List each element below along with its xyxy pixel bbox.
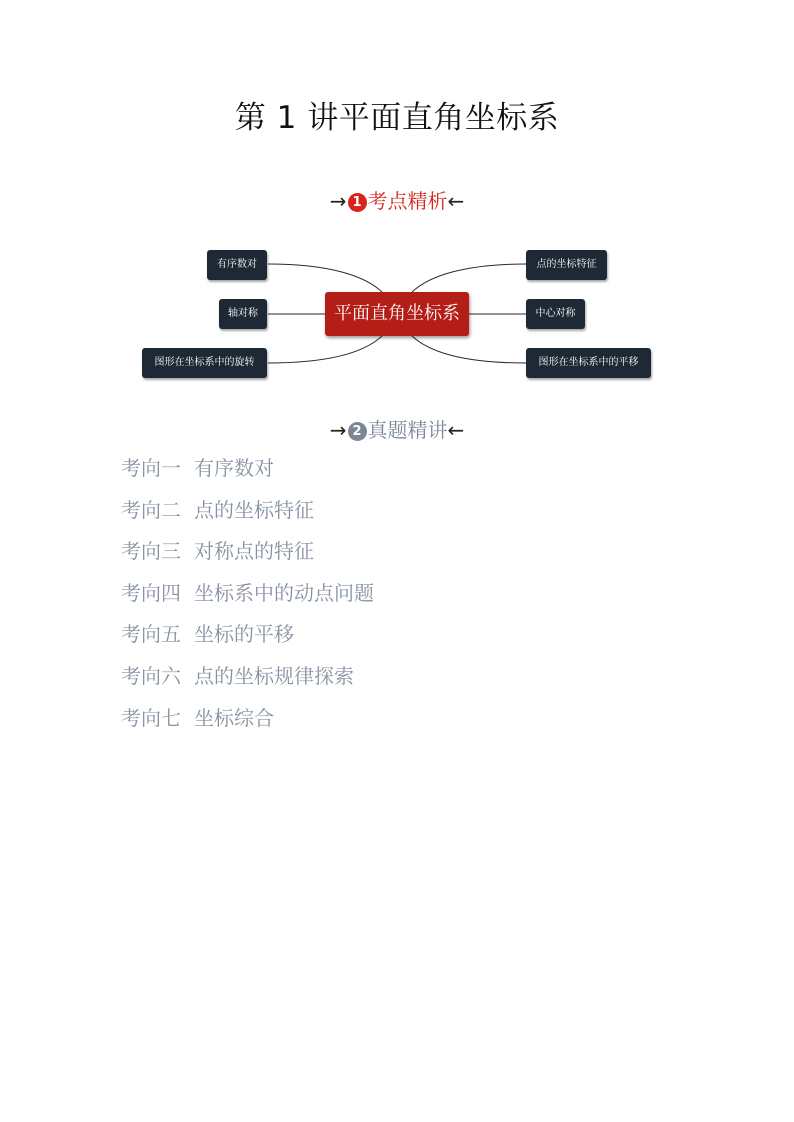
mind-map	[0, 0, 794, 420]
topic-list	[121, 452, 374, 743]
mind-map-node: 中心对称	[526, 299, 585, 329]
right-arrow-icon: →	[329, 418, 347, 442]
topic-text: 坐标系中的动点问题	[194, 580, 374, 605]
topic-item[interactable]	[121, 618, 374, 660]
topic-label: 考向一	[121, 456, 181, 480]
connector-line	[412, 336, 526, 363]
right-arrow-icon: →	[329, 189, 347, 213]
connector-line	[412, 264, 526, 292]
section-title: 真题精讲	[367, 418, 448, 442]
topic-item[interactable]	[121, 535, 374, 577]
mind-map-node: 图形在坐标系中的旋转	[142, 348, 267, 378]
connector-line	[268, 336, 382, 363]
topic-item[interactable]	[121, 494, 374, 536]
topic-label: 考向七	[121, 705, 181, 730]
left-arrow-icon: ←	[447, 418, 465, 442]
topic-text: 对称点的特征	[194, 539, 314, 564]
topic-label: 考向四	[121, 580, 181, 605]
mind-map-node: 轴对称	[219, 299, 267, 329]
topic-text: 有序数对	[194, 456, 274, 480]
number-badge-icon: 2	[348, 422, 367, 441]
section-heading-exam	[0, 417, 794, 443]
topic-item[interactable]	[121, 452, 374, 494]
topic-label: 考向三	[121, 539, 181, 564]
topic-label: 考向五	[121, 622, 181, 647]
connector-line	[268, 264, 382, 292]
mind-map-node: 图形在坐标系中的平移	[526, 348, 651, 378]
topic-item[interactable]	[121, 577, 374, 619]
page-title: 第 1 讲平面直角坐标系	[234, 100, 560, 136]
topic-text: 坐标综合	[194, 705, 274, 730]
left-arrow-icon: ←	[447, 189, 465, 213]
topic-item[interactable]	[121, 702, 374, 744]
mind-map-node: 有序数对	[207, 250, 267, 280]
mind-map-connectors	[0, 0, 794, 420]
number-badge-icon: 1	[348, 193, 367, 212]
topic-label: 考向六	[121, 663, 181, 688]
section-title: 考点精析	[367, 189, 448, 213]
topic-text: 坐标的平移	[194, 622, 294, 647]
topic-text: 点的坐标特征	[194, 497, 314, 522]
topic-label: 考向二	[121, 497, 181, 522]
topic-item[interactable]	[121, 660, 374, 702]
mind-map-center-node: 平面直角坐标系	[325, 292, 469, 336]
mind-map-node: 点的坐标特征	[526, 250, 607, 280]
topic-text: 点的坐标规律探索	[194, 663, 354, 688]
